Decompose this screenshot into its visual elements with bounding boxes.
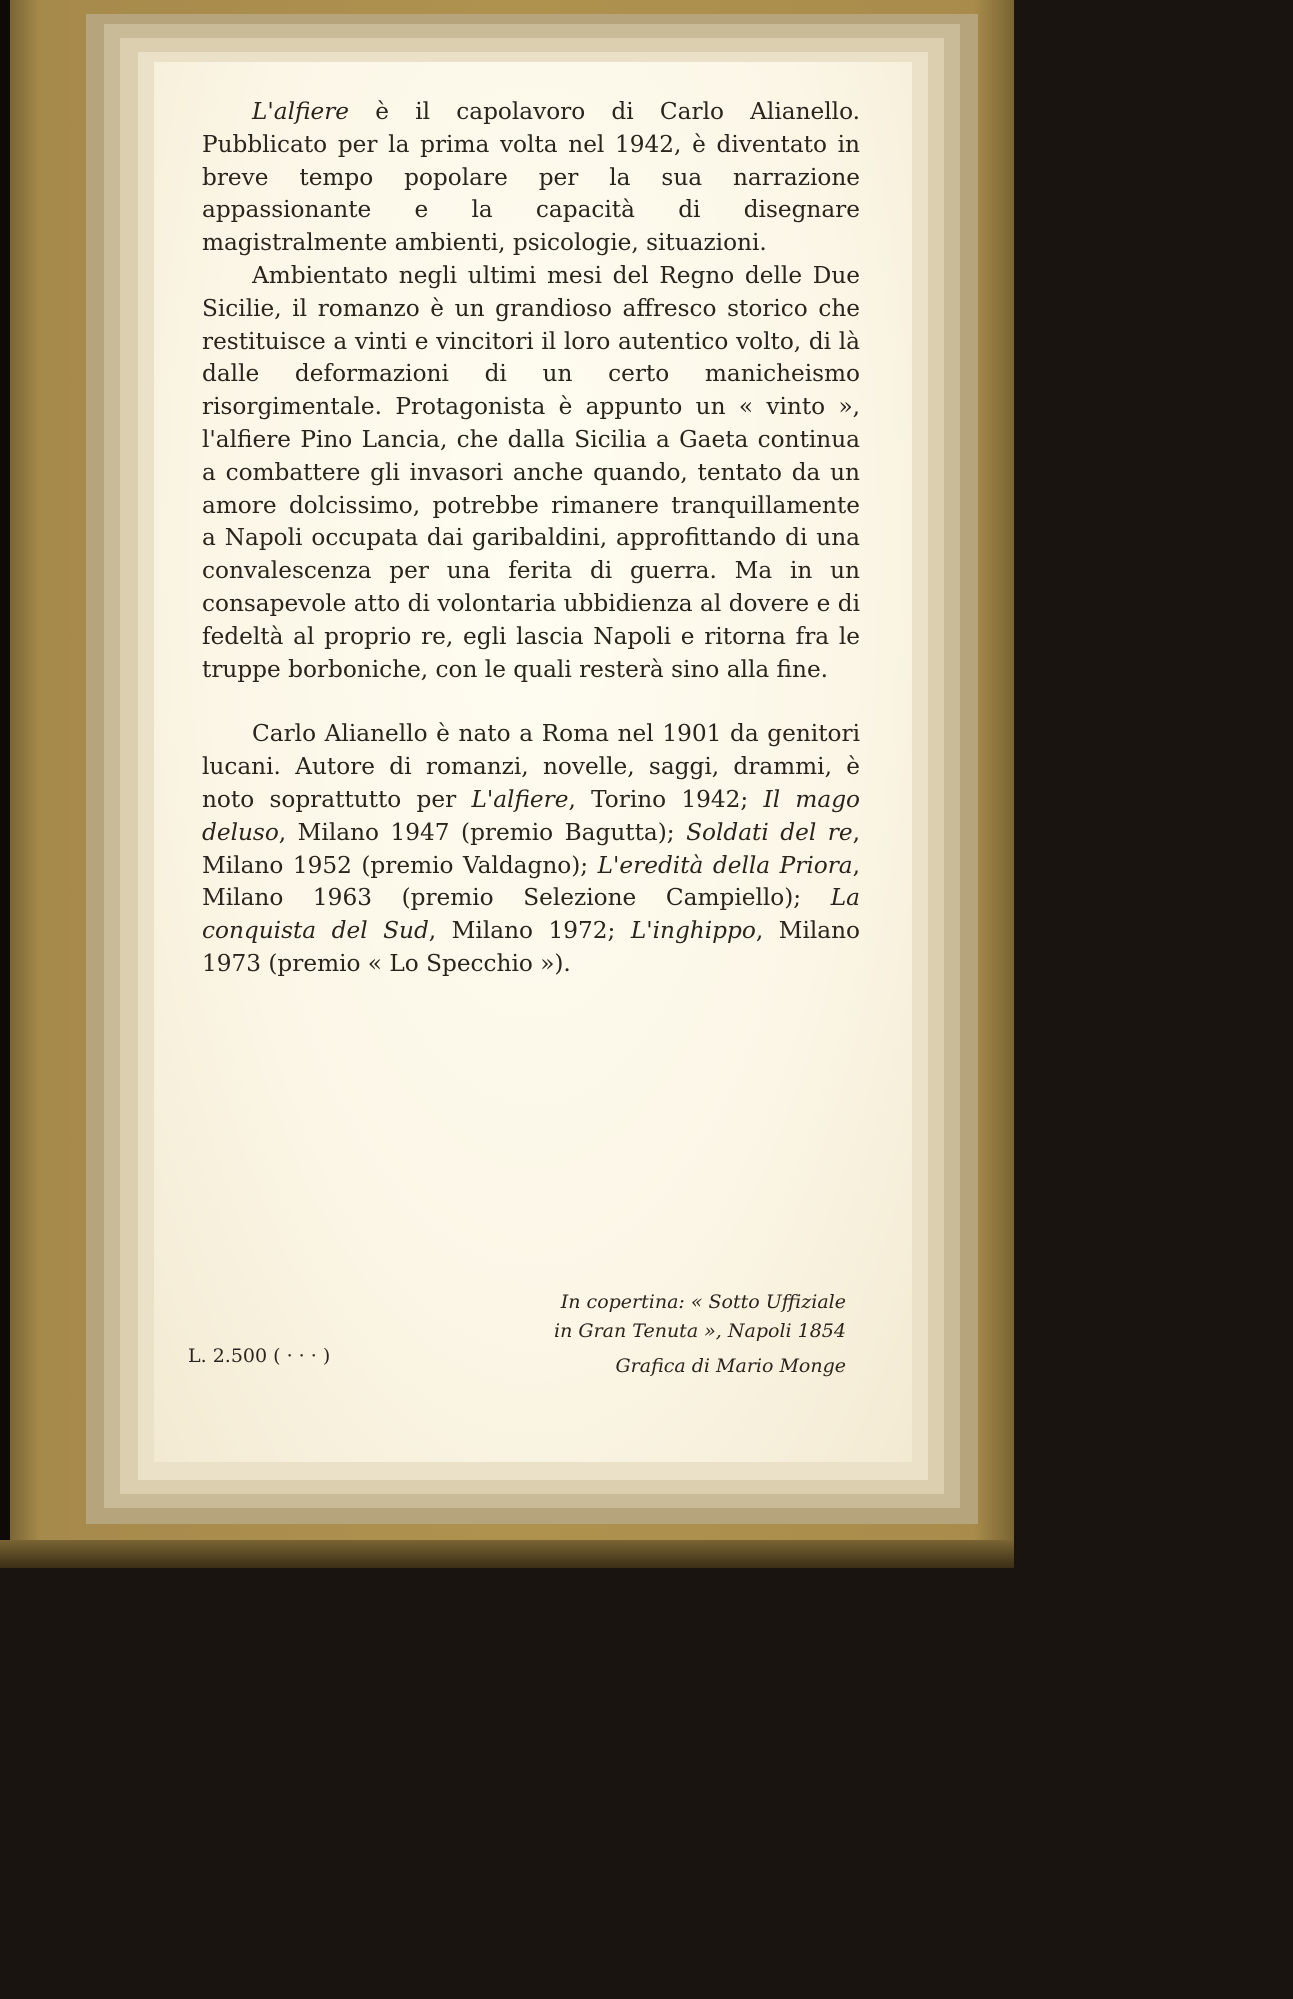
- author-bio: Carlo Alianello è nato a Roma nel 1901 da genitori lucani. Autore di romanzi, novelle, saggi, drammi, è noto soprattutto per L'alfiere, Torino 1942; Il mago deluso, Milano 1947 (premio Bagutta); Soldati del re, Milano 1952 (premio Valdagno); L'eredità della Priora, Milano 1963 (premio Selezione Campiello); La conquista del Sud, Milano 1972; L'inghippo, Milano 1973 (premio « Lo Specchio »).: [202, 720, 861, 977]
- blurb-text: [202, 96, 860, 981]
- credit-line-2: in Gran Tenuta », Napoli 1854: [554, 1320, 846, 1342]
- work-title: L'eredità della Priora: [597, 851, 853, 879]
- book-title: L'alfiere: [252, 98, 350, 125]
- cover-credits: [500, 1288, 846, 1381]
- work-title: L'inghippo: [630, 917, 756, 945]
- work-title: La conquista del Sud: [202, 884, 860, 945]
- work-title: Il mago deluso: [202, 785, 861, 846]
- spine-shadow: [0, 0, 10, 1568]
- work-title: L'alfiere: [471, 785, 569, 813]
- bottom-edge: [0, 1540, 1014, 1568]
- blurb-paragraph-1: L'alfiere è il capolavoro di Carlo Alianello. Pubblicato per la prima volta nel 1942, è diventato in breve tempo popolare per la sua narrazione appassionante e la capacità di disegnare magistralmente ambienti, psicologie, situazioni.: [202, 98, 860, 257]
- blurb-paragraph-2: Ambientato negli ultimi mesi del Regno delle Due Sicilie, il romanzo è un grandioso affresco storico che restituisce a vinti e vincitori il loro autentico volto, di là dalle deformazioni di un certo manicheismo risorgimentale. Protagonista è appunto un « vinto », l'alfiere Pino Lancia, che dalla Sicilia a Gaeta continua a combattere gli invasori anche quando, tentato da un amore dolcissimo, potrebbe rimanere tranquillamente a Napoli occupata dai garibaldini, approfittando di una convalescenza per una ferita di guerra. Ma in un consapevole atto di volontaria ubbidienza al dovere e di fedeltà al proprio re, egli lascia Napoli e ritorna fra le truppe borboniche, con le quali resterà sino alla fine.: [202, 261, 860, 683]
- credit-line-3: Grafica di Mario Monge: [615, 1355, 846, 1377]
- credit-line-1: In copertina: « Sotto Uffiziale: [560, 1291, 846, 1313]
- price-label: L. 2.500 ( · · · ): [188, 1345, 331, 1367]
- work-title: Soldati del re: [686, 818, 853, 846]
